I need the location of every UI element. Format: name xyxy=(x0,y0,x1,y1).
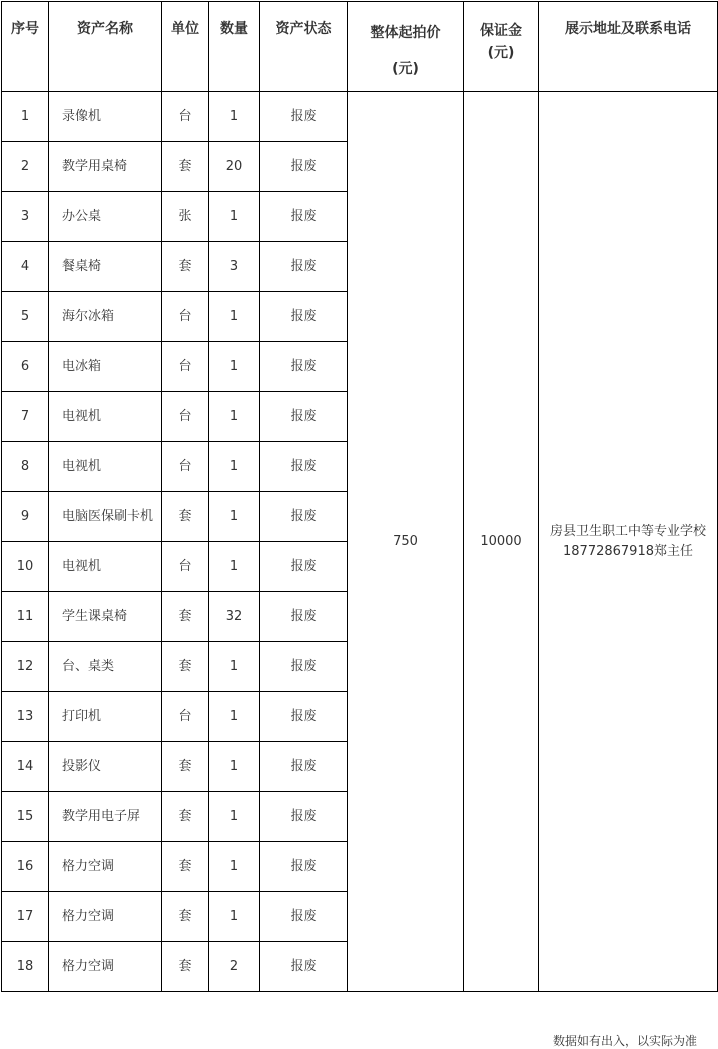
cell-status: 报废 xyxy=(260,692,348,742)
cell-quantity: 1 xyxy=(209,892,260,942)
header-quantity: 数量 xyxy=(209,2,260,92)
cell-quantity: 1 xyxy=(209,292,260,342)
cell-asset-name: 电冰箱 xyxy=(49,342,162,392)
cell-deposit: 10000 xyxy=(464,92,539,992)
cell-unit: 台 xyxy=(162,292,209,342)
cell-quantity: 1 xyxy=(209,842,260,892)
asset-auction-table xyxy=(1,1,718,992)
cell-quantity: 2 xyxy=(209,942,260,992)
cell-quantity: 20 xyxy=(209,142,260,192)
cell-quantity: 1 xyxy=(209,742,260,792)
cell-unit: 套 xyxy=(162,742,209,792)
cell-status: 报废 xyxy=(260,242,348,292)
cell-status: 报废 xyxy=(260,292,348,342)
cell-unit: 台 xyxy=(162,342,209,392)
cell-quantity: 1 xyxy=(209,792,260,842)
cell-quantity: 1 xyxy=(209,492,260,542)
cell-asset-name: 电视机 xyxy=(49,542,162,592)
cell-unit: 台 xyxy=(162,692,209,742)
cell-seq: 6 xyxy=(2,342,49,392)
address-text: 房县卫生职工中等专业学校 xyxy=(549,523,706,539)
cell-status: 报废 xyxy=(260,442,348,492)
cell-quantity: 1 xyxy=(209,92,260,142)
cell-unit: 台 xyxy=(162,442,209,492)
header-asset-name: 资产名称 xyxy=(49,2,162,92)
cell-seq: 1 xyxy=(2,92,49,142)
cell-status: 报废 xyxy=(260,542,348,592)
cell-quantity: 1 xyxy=(209,542,260,592)
cell-unit: 台 xyxy=(162,542,209,592)
contact-phone-text: 18772867918郑主任 xyxy=(563,543,693,559)
cell-seq: 14 xyxy=(2,742,49,792)
cell-seq: 8 xyxy=(2,442,49,492)
cell-quantity: 32 xyxy=(209,592,260,642)
cell-asset-name: 投影仪 xyxy=(49,742,162,792)
cell-asset-name: 打印机 xyxy=(49,692,162,742)
cell-quantity: 1 xyxy=(209,392,260,442)
cell-seq: 16 xyxy=(2,842,49,892)
cell-quantity: 1 xyxy=(209,192,260,242)
cell-asset-name: 电脑医保刷卡机 xyxy=(49,492,162,542)
header-seq: 序号 xyxy=(2,2,49,92)
table-row xyxy=(2,92,718,142)
table-body xyxy=(2,92,718,992)
cell-unit: 套 xyxy=(162,792,209,842)
cell-seq: 7 xyxy=(2,392,49,442)
cell-asset-name: 录像机 xyxy=(49,92,162,142)
cell-start-price: 750 xyxy=(348,92,464,992)
cell-seq: 5 xyxy=(2,292,49,342)
cell-unit: 套 xyxy=(162,492,209,542)
cell-unit: 台 xyxy=(162,392,209,442)
cell-quantity: 3 xyxy=(209,242,260,292)
cell-asset-name: 餐桌椅 xyxy=(49,242,162,292)
cell-quantity: 1 xyxy=(209,442,260,492)
header-start-price: 整体起拍价 (元) xyxy=(348,2,464,92)
footnote: 数据如有出入，以实际为准 xyxy=(552,1034,697,1048)
cell-seq: 15 xyxy=(2,792,49,842)
cell-seq: 11 xyxy=(2,592,49,642)
cell-asset-name: 格力空调 xyxy=(49,842,162,892)
cell-status: 报废 xyxy=(260,342,348,392)
cell-unit: 套 xyxy=(162,842,209,892)
cell-status: 报废 xyxy=(260,492,348,542)
cell-address-contact xyxy=(539,92,718,992)
cell-unit: 台 xyxy=(162,92,209,142)
table-header-row xyxy=(2,2,718,92)
cell-unit: 套 xyxy=(162,942,209,992)
cell-asset-name: 办公桌 xyxy=(49,192,162,242)
cell-status: 报废 xyxy=(260,642,348,692)
cell-asset-name: 格力空调 xyxy=(49,942,162,992)
cell-status: 报废 xyxy=(260,942,348,992)
cell-seq: 4 xyxy=(2,242,49,292)
cell-seq: 18 xyxy=(2,942,49,992)
cell-status: 报废 xyxy=(260,142,348,192)
cell-unit: 套 xyxy=(162,892,209,942)
cell-status: 报废 xyxy=(260,592,348,642)
cell-seq: 17 xyxy=(2,892,49,942)
cell-quantity: 1 xyxy=(209,642,260,692)
cell-status: 报废 xyxy=(260,842,348,892)
cell-seq: 10 xyxy=(2,542,49,592)
cell-unit: 套 xyxy=(162,242,209,292)
cell-asset-name: 格力空调 xyxy=(49,892,162,942)
cell-seq: 2 xyxy=(2,142,49,192)
cell-asset-name: 电视机 xyxy=(49,392,162,442)
cell-unit: 套 xyxy=(162,642,209,692)
cell-status: 报废 xyxy=(260,192,348,242)
header-unit: 单位 xyxy=(162,2,209,92)
cell-status: 报废 xyxy=(260,892,348,942)
cell-asset-name: 学生课桌椅 xyxy=(49,592,162,642)
cell-asset-name: 台、桌类 xyxy=(49,642,162,692)
cell-status: 报废 xyxy=(260,92,348,142)
cell-asset-name: 教学用桌椅 xyxy=(49,142,162,192)
cell-asset-name: 海尔冰箱 xyxy=(49,292,162,342)
cell-quantity: 1 xyxy=(209,692,260,742)
cell-unit: 套 xyxy=(162,142,209,192)
cell-status: 报废 xyxy=(260,392,348,442)
cell-quantity: 1 xyxy=(209,342,260,392)
cell-status: 报废 xyxy=(260,742,348,792)
cell-asset-name: 教学用电子屏 xyxy=(49,792,162,842)
cell-asset-name: 电视机 xyxy=(49,442,162,492)
header-deposit: 保证金 (元) xyxy=(464,2,539,92)
cell-unit: 套 xyxy=(162,592,209,642)
cell-seq: 9 xyxy=(2,492,49,542)
cell-seq: 13 xyxy=(2,692,49,742)
cell-status: 报废 xyxy=(260,792,348,842)
cell-seq: 12 xyxy=(2,642,49,692)
header-address-contact: 展示地址及联系电话 xyxy=(539,2,718,92)
header-asset-status: 资产状态 xyxy=(260,2,348,92)
cell-seq: 3 xyxy=(2,192,49,242)
cell-unit: 张 xyxy=(162,192,209,242)
